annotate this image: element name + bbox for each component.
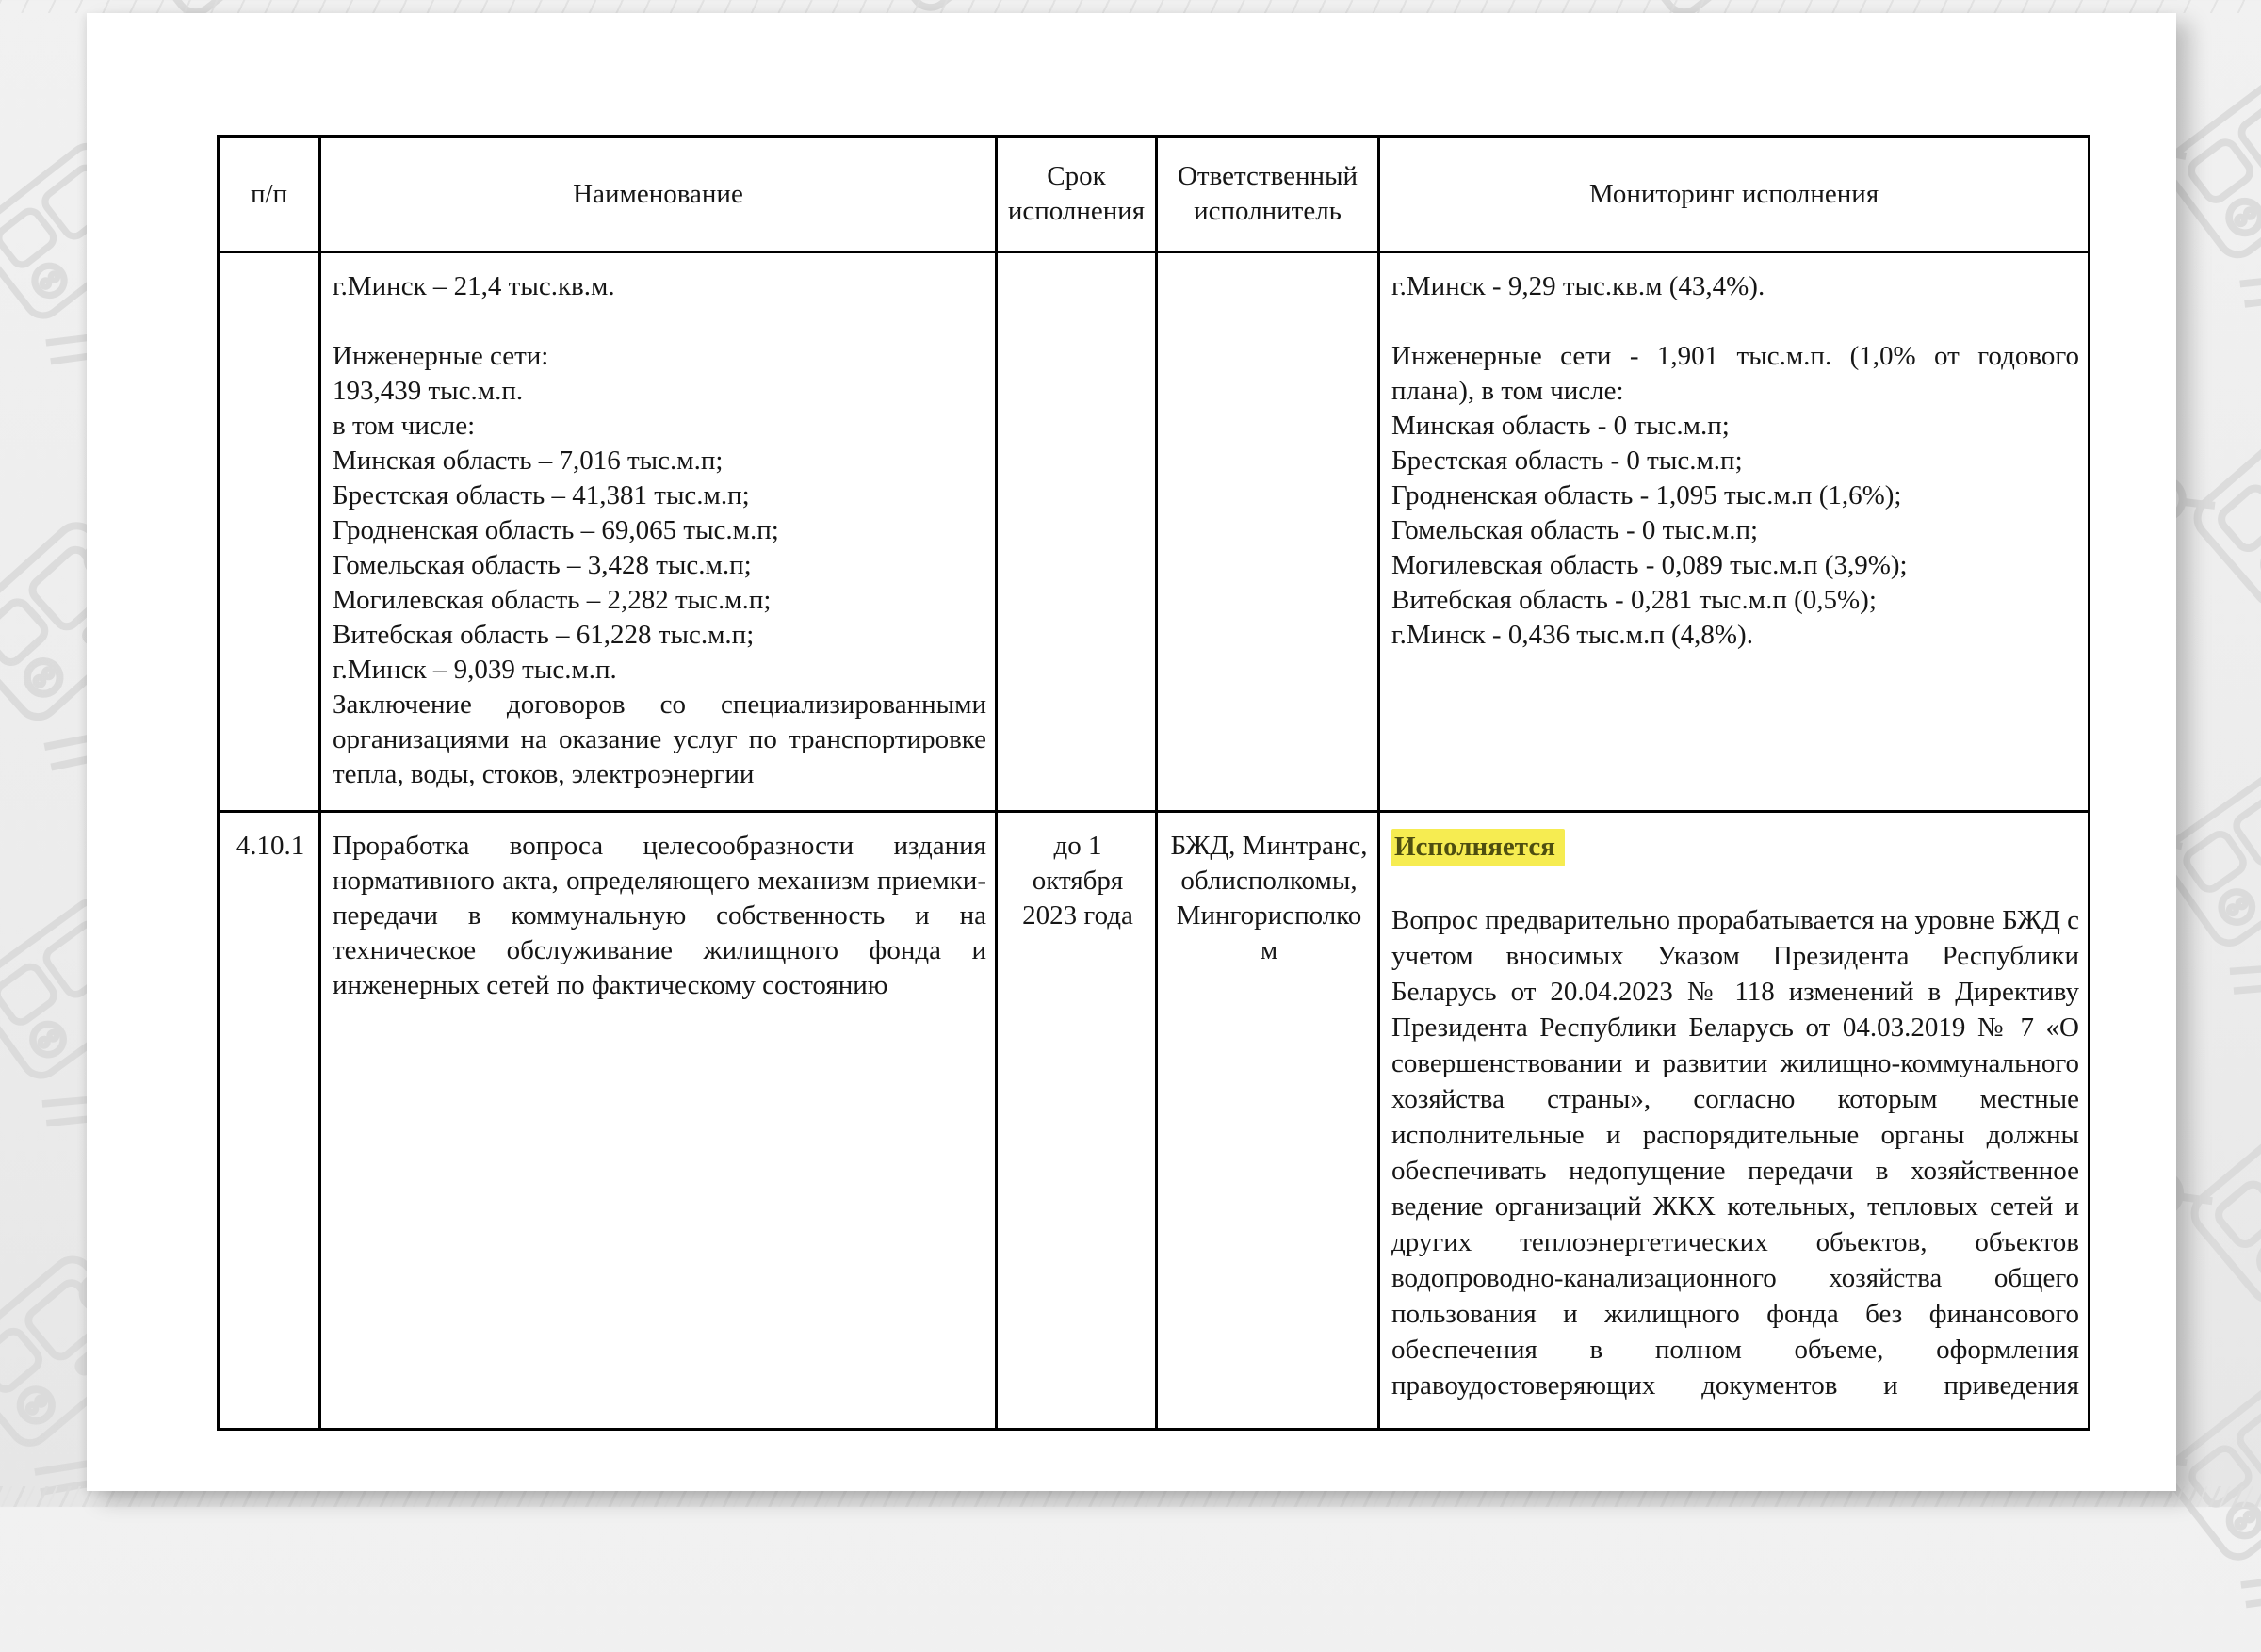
- row1-monitoring-paragraph: Инженерные сети - 1,901 тыс.м.п. (1,0% от годового плана), в том числе:: [1391, 341, 2079, 406]
- text-line: Могилевская область – 2,282 тыс.м.п;: [333, 585, 772, 615]
- text-line: Минская область - 0 тыс.м.п;: [1391, 411, 1730, 441]
- row1-name-cell: [321, 253, 998, 813]
- text-line: 193,439 тыс.м.п.: [333, 376, 524, 406]
- header-num-label: п/п: [250, 178, 288, 209]
- row1-name-lines: [333, 269, 986, 688]
- row1-deadline-cell: [998, 253, 1158, 813]
- text-line: [333, 304, 986, 339]
- text-line: Витебская область - 0,281 тыс.м.п (0,5%);: [1391, 585, 1877, 615]
- row1-num-cell: [220, 253, 321, 813]
- header-num: [220, 138, 321, 253]
- row2-name-cell: [321, 813, 998, 1428]
- row1-name-paragraph: Заключение договоров со специализированными организациями на оказание услуг по транспортировке тепла, воды, стоков, электроэнергии: [333, 689, 986, 789]
- text-line: г.Минск – 9,039 тыс.м.п.: [333, 655, 617, 685]
- header-monitoring: [1380, 138, 2088, 253]
- row2-name-paragraph: Проработка вопроса целесообразности издания нормативного акта, определяющего механизм приемки-передачи в коммунальную собственность и на техническое обслуживание жилищного фонда и инженерных сетей по фактическому состоянию: [333, 831, 986, 1000]
- text-line: [1391, 304, 2079, 339]
- status-badge: Исполняется: [1391, 829, 1565, 866]
- header-monitoring-label: Мониторинг исполнения: [1588, 178, 1879, 209]
- document-page: [87, 13, 2176, 1491]
- row1-responsible-cell: [1158, 253, 1380, 813]
- text-line: Гродненская область – 69,065 тыс.м.п;: [333, 515, 779, 545]
- text-line: г.Минск - 0,436 тыс.м.п (4,8%).: [1391, 620, 1753, 650]
- header-deadline: [998, 138, 1158, 253]
- header-deadline-label: Срок исполнения: [1007, 161, 1146, 226]
- text-line: Инженерные сети:: [333, 341, 549, 371]
- text-line: Брестская область - 0 тыс.м.п;: [1391, 445, 1743, 476]
- text-line: Гомельская область – 3,428 тыс.м.п;: [333, 550, 752, 580]
- text-line: Гродненская область - 1,095 тыс.м.п (1,6%);: [1391, 480, 1902, 510]
- header-name: [321, 138, 998, 253]
- row2-num-cell: 4.10.1: [220, 813, 321, 1428]
- text-line: в том числе:: [333, 411, 476, 441]
- text-line: Брестская область – 41,381 тыс.м.п;: [333, 480, 750, 510]
- row2-deadline-cell: до 1 октября 2023 года: [998, 813, 1158, 1428]
- header-responsible-label: Ответственный исполнитель: [1177, 161, 1358, 226]
- text-line: г.Минск – 21,4 тыс.кв.м.: [333, 271, 615, 301]
- text-line: Минская область – 7,016 тыс.м.п;: [333, 445, 724, 476]
- row2-monitoring-cell: [1380, 813, 2088, 1428]
- row1-monitoring-intro: [1391, 269, 2079, 339]
- row2-monitoring-paragraph: Вопрос предварительно прорабатывается на уровне БЖД с учетом вносимых Указом Президента Республики Беларусь от 20.04.2023 № 118 изменений в Директиву Президента Республики Беларусь от 04.03.2019 № 7 «О совершенствовании и развитии жилищно-коммунального хозяйства страны», согласно которым местные исполнительные и распорядительные органы должны обеспечивать недопущение передачи в хозяйственное ведение организаций ЖКХ котельных, тепловых сетей и других теплоэнергетических объектов, объектов водопроводно-канализационного хозяйства общего пользования и жилищного фонда без финансового обеспечения в полном объеме, оформления правоудостоверяющих документов и приведения: [1391, 905, 2079, 1401]
- row1-monitoring-items: [1391, 409, 2079, 653]
- row1-monitoring-cell: [1380, 253, 2088, 813]
- text-line: Гомельская область - 0 тыс.м.п;: [1391, 515, 1759, 545]
- header-name-label: Наименование: [573, 178, 743, 209]
- top-edge-pattern: [0, 0, 2261, 13]
- status-line: [1391, 829, 2079, 866]
- text-line: Могилевская область - 0,089 тыс.м.п (3,9%);: [1391, 550, 1908, 580]
- monitoring-table: [217, 135, 2090, 1431]
- row2-responsible-cell: БЖД, Минтранс, облисполкомы, Мингорисполком: [1158, 813, 1380, 1428]
- text-line: Витебская область – 61,228 тыс.м.п;: [333, 620, 755, 650]
- text-line: г.Минск - 9,29 тыс.кв.м (43,4%).: [1391, 271, 1765, 301]
- header-responsible: [1158, 138, 1380, 253]
